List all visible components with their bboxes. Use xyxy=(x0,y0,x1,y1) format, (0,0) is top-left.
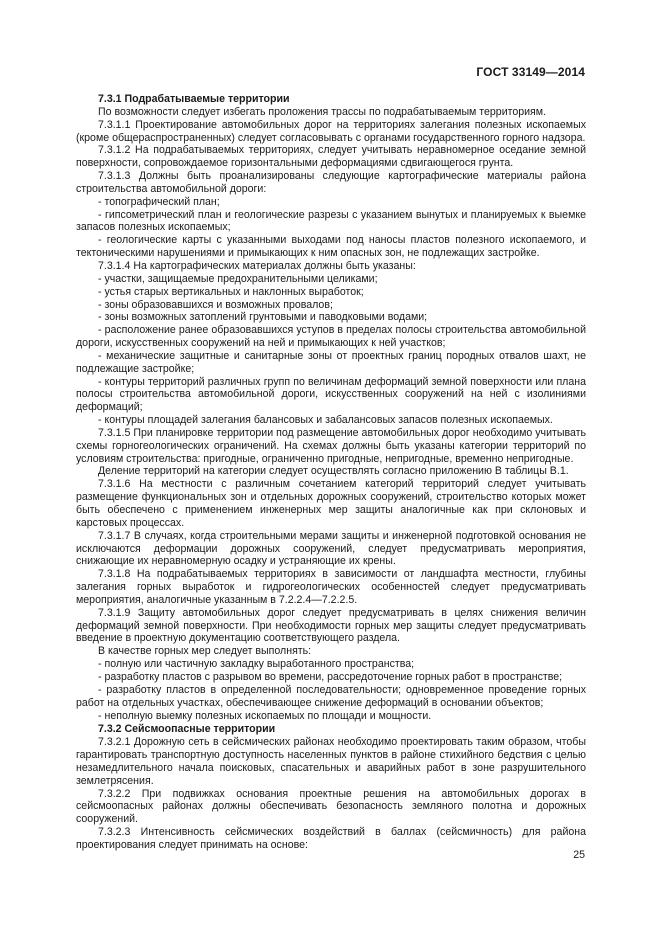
paragraph: 7.3.1.3 Должны быть проанализированы следующие картографические материалы района строительства автомобильной дороги: xyxy=(76,170,586,195)
list-item: - зоны возможных затоплений грунтовыми и паводковыми водами; xyxy=(98,311,428,324)
list-item: - геологические карты с указанными выходами под наносы пластов полезного ископаемого, и тектоническими нарушениями и примыкающих к ним опасных зон, не подлежащих застройке. xyxy=(76,234,586,260)
list-item: - разработку пластов с разрывом во времени, рассредоточение горных работ в пространстве; xyxy=(98,670,563,683)
section-heading: 7.3.1 Подрабатываемые территории xyxy=(98,93,290,105)
list-item: - зоны образовавшихся и возможных провалов; xyxy=(98,298,333,311)
paragraph: 7.3.1.4 На картографических материалах должны быть указаны: xyxy=(98,259,416,272)
list-item: - неполную выемку полезных ископаемых по площади и мощности. xyxy=(98,709,432,722)
paragraph: 7.3.1.2 На подрабатываемых территориях, следует учитывать неравномерное оседание земной поверхности, сопровождаемое горизонтальными деформациями сдвигающегося грунта. xyxy=(76,144,586,170)
paragraph: 7.3.1.6 На местности с различным сочетанием категорий территорий следует учитывать размещение функциональных зон и отдельных дорожных сооружений, строительство которых может быть обеспечено с применением инженерных мер защиты аналогичные как при склоновых и карстовых процессах. xyxy=(76,478,586,529)
paragraph: 7.3.1.1 Проектирование автомобильных дорог на территориях залегания полезных ископаемых (кроме общераспространенных) следует согласовывать с органами государственного горного надзора. xyxy=(76,118,586,144)
list-item: - участки, защищаемые предохранительными целиками; xyxy=(98,272,378,285)
list-item: - контуры территорий различных групп по величинам деформаций земной поверхности или плана полосы строительства автомобильной дороги, искусственных сооружений на ней с изолиниями деформаций; xyxy=(76,375,586,414)
document-code: ГОСТ 33149—2014 xyxy=(476,65,585,79)
paragraph: По возможности следует избегать проложения трассы по подрабатываемым территориям. xyxy=(98,105,547,118)
list-item: - разработку пластов в определенной последовательности; одновременное проведение горных работ на отдельных участках, обеспечивающее снижение деформаций в основании объектов; xyxy=(76,683,586,709)
document-body xyxy=(76,92,586,852)
paragraph: 7.3.2.3 Интенсивность сейсмических воздействий в баллах (сейсмичность) для района проектирования следует принимать на основе: xyxy=(76,826,586,851)
page-number: 25 xyxy=(573,849,585,861)
list-item: - устья старых вертикальных и наклонных выработок; xyxy=(98,285,364,298)
list-item: - полную или частичную закладку выработанного пространства; xyxy=(98,658,415,671)
section-heading: 7.3.2 Сейсмоопасные территории xyxy=(98,723,276,736)
paragraph: 7.3.1.9 Защиту автомобильных дорог следует предусматривать в целях снижения величин деформаций земной поверхности. При необходимости горных мер защиты следует предусматривать введение в проектную документацию соответствующего раздела. xyxy=(76,606,586,645)
list-item: - контуры площадей залегания балансовых и забалансовых запасов полезных ископаемых. xyxy=(98,414,553,427)
paragraph: В качестве горных мер следует выполнять: xyxy=(98,645,312,658)
list-item: - гипсометрический план и геологические разрезы с указанием вынутых и планируемых к выемке запасов полезных ископаемых; xyxy=(76,208,586,234)
paragraph: 7.3.2.1 Дорожную сеть в сейсмических районах необходимо проектировать таким образом, чтобы гарантировать транспортную доступность населенных пунктов в районе стихийного бедствия с целью незамедлительного начала поисковых, спасательных и аварийных работ в зоне разрушительного землетрясения. xyxy=(76,736,586,787)
list-item: - расположение ранее образовавшихся уступов в пределах полосы строительства автомобильной дороги, искусственных сооружений на ней и примыкающих к ней участков; xyxy=(76,324,586,350)
list-item: - механические защитные и санитарные зоны от проектных границ породных отвалов шахт, не подлежащие застройке; xyxy=(76,349,586,375)
paragraph: Деление территорий на категории следует осуществлять согласно приложению В таблицы В.1. xyxy=(98,465,569,478)
paragraph: 7.3.1.7 В случаях, когда строительными мерами защиты и инженерной подготовкой основания не исключаются деформации дорожных сооружений, следует предусматривать мероприятия, снижающие их неравномерную осадку и устраняющие их крены. xyxy=(76,529,586,568)
paragraph: 7.3.2.2 При подвижках основания проектные решения на автомобильных дорогах в сейсмоопасных районах должны обеспечивать безопасность земляного полотна и дорожных сооружений. xyxy=(76,787,586,826)
list-item: - топографический план; xyxy=(98,195,220,208)
paragraph: 7.3.1.5 При планировке территории под размещение автомобильных дорог необходимо учитывать схемы горногеологических ограничений. На схемах должны быть указаны категории территорий по условиям строительства: пригодные, ограниченно пригодные, непригодные, временно непригодные. xyxy=(76,426,586,465)
paragraph: 7.3.1.8 На подрабатываемых территориях в зависимости от ландшафта местности, глубины залегания горных выработок и гидрогеологических особенностей следует предусматривать мероприятия, аналогичные указанным в 7.2.2.4—7.2.2.5. xyxy=(76,568,586,606)
